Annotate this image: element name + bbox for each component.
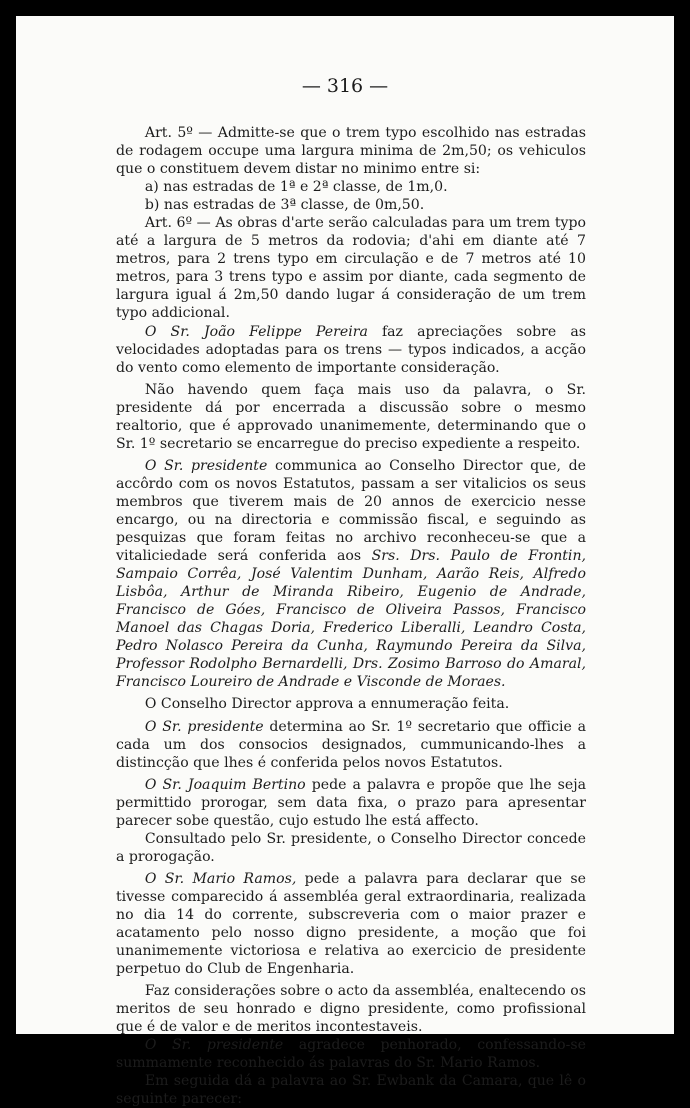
paragraph-bertino — [116, 776, 586, 830]
speaker-name: O Sr. Joaquim Bertino — [144, 776, 306, 793]
body-text — [116, 124, 586, 1108]
paragraph-text: determina ao Sr. 1º secretario que officie a cada um dos consocios designados, cummunicando-lhes a distincção que lhes é conferida pelos novos Estatutos. — [116, 718, 587, 771]
paragraph-ramos — [116, 870, 586, 978]
paragraph-thanks — [116, 1036, 586, 1072]
paragraph-text: communica ao Conselho Director que, de accôrdo com os novos Estatutos, passam a ser vitalicios os seus membros que tiverem mais de 20 annos de exercicio nesse encargo, ou na directoria e commissão fiscal, e seguindo as pesquizas que foram feitas no archivo reconheceu-se que a vitaliciedade será conferida aos — [116, 457, 586, 565]
document-page — [16, 16, 674, 1108]
paragraph-text: pede a palavra para declarar que se tivesse comparecido á assembléa geral extraordinaria, realizada no dia 14 do corrente, subscreveria com o maior prazer e acatamento pelo nosso digno presidente, a moção que foi unanimemente victoriosa e relativa ao exercicio de presidente perpetuo do Club de Engenharia. — [116, 870, 587, 978]
speaker-name: O Sr. presidente — [144, 457, 268, 474]
page-number: — 316 — — [301, 75, 389, 97]
paragraph-text: pede a palavra e propõe que lhe seja permittido prorogar, sem data fixa, o prazo para apresentar parecer sobe questão, cujo estudo lhe está affecto. — [116, 776, 586, 829]
paragraph-prorogation: Consultado pelo Sr. presidente, o Conselho Director concede a prorogação. — [116, 830, 586, 865]
paragraph-ewbank: Em seguida dá a palavra ao Sr. Ewbank da Camara, que lê o seguinte parecer: — [116, 1073, 586, 1108]
paragraph-secretary — [116, 718, 586, 772]
speaker-name: O Sr. Mario Ramos, — [144, 870, 297, 887]
paragraph-art6: Art. 6º — As obras d'arte serão calculadas para um trem typo até a largura de 5 metros da rodovia; d'ahi em diante até 7 metros, para 2 trens typo em circulação e de 7 metros até 10 metros, para 3 trens typo e assim por diante, cada segmento de largura igual á 2m,50 dando lugar á consideração de um trem typo addicional. — [116, 215, 586, 322]
member-names: Srs. Drs. Paulo de Frontin, Sampaio Corrêa, José Valentim Dunham, Aarão Reis, Alfredo Lisbôa, Arthur de Miranda Ribeiro, Eugenio de Andrade, Francisco de Góes, Francisco de Oliveira Passos, Francisco Manoel das Chagas Doria, Frederico Liberalli, Leandro Costa, Pedro Nolasco Pereira da Cunha, Raymundo Pereira da Silva, Professor Rodolpho Bernardelli, Drs. Zosimo Barroso do Amaral, Francisco Loureiro de Andrade e Visconde de Moraes. — [116, 548, 586, 691]
paragraph-text: faz apreciações sobre as velocidades adoptadas para os trens — typos indicados, a acção do vento como elemento de importante consideração. — [116, 323, 586, 376]
paragraph-approves-list: O Conselho Director approva a ennumeração feita. — [144, 696, 510, 713]
paragraph-item-b: b) nas estradas de 3ª classe, de 0m,50. — [144, 197, 425, 214]
speaker-name: O Sr. presidente — [144, 718, 264, 735]
speaker-name: O Sr. presidente — [144, 1037, 284, 1054]
paragraph-pereira — [116, 323, 586, 377]
paragraph-approval: Não havendo quem faça mais uso da palavra, o Sr. presidente dá por encerrada a discussão sobre o mesmo realtorio, que é approvado unanimemente, determinando que o Sr. 1º secretario se encarregue do preciso expediente a respeito. — [116, 381, 586, 452]
paragraph-item-a: a) nas estradas de 1ª e 2ª classe, de 1m,0. — [144, 179, 448, 196]
speaker-name: O Sr. João Felippe Pereira — [144, 323, 368, 340]
paragraph-text: agradece penhorado, confessando-se summamente reconhecido ás palavras do Sr. Mario Ramos. — [116, 1037, 587, 1072]
paragraph-art5: Art. 5º — Admitte-se que o trem typo escolhido nas estradas de rodagem occupe uma largura minima de 2m,50; os vehiculos que o constituem devem distar no minimo entre si: — [116, 125, 586, 178]
paragraph-considerations: Faz considerações sobre o acto da assembléa, enaltecendo os meritos de seu honrado e digno presidente, como profissional que é de valor e de meritos incontestaveis. — [116, 983, 586, 1036]
paragraph-vitalicios — [116, 457, 586, 692]
